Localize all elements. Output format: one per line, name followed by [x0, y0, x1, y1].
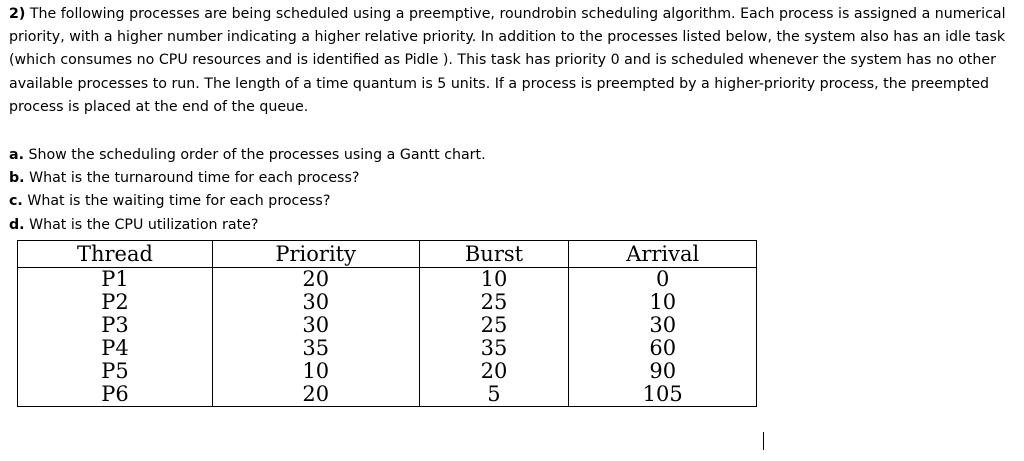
- question-item: [9, 190, 486, 213]
- cell-priority: 35: [212, 337, 419, 360]
- cell-thread: P5: [18, 360, 213, 383]
- cell-arrival: 10: [569, 291, 757, 314]
- question-letter: d.: [9, 216, 25, 233]
- cell-thread: P4: [18, 337, 213, 360]
- question-text: Show the scheduling order of the processes using a Gantt chart.: [28, 147, 486, 163]
- question-text: What is the CPU utilization rate?: [29, 216, 259, 233]
- header-arrival: Arrival: [569, 241, 757, 268]
- cell-priority: 20: [212, 383, 419, 407]
- table-row: [18, 268, 757, 292]
- question-letter: b.: [9, 170, 25, 187]
- cell-priority: 20: [212, 268, 419, 292]
- cell-burst: 10: [419, 268, 569, 292]
- problem-paragraph: [9, 3, 1021, 119]
- cell-burst: 20: [419, 360, 569, 383]
- cell-thread: P6: [18, 383, 213, 407]
- cell-priority: 30: [212, 291, 419, 314]
- cell-burst: 5: [419, 383, 569, 407]
- text-cursor: [763, 432, 764, 450]
- header-thread: Thread: [18, 241, 213, 268]
- header-priority: Priority: [212, 241, 419, 268]
- cell-arrival: 90: [569, 360, 757, 383]
- question-item: [9, 214, 486, 237]
- question-letter: a.: [9, 147, 24, 163]
- question-text: What is the turnaround time for each process?: [29, 170, 360, 187]
- cell-thread: P3: [18, 314, 213, 337]
- process-table: [17, 240, 757, 407]
- table-row: [18, 337, 757, 360]
- cell-burst: 25: [419, 291, 569, 314]
- cell-arrival: 30: [569, 314, 757, 337]
- problem-text: The following processes are being scheduled using a preemptive, roundrobin scheduling algorithm. Each process is assigned a numerical priority, with a higher number indicating a higher relative priority. In addition to the processes listed below, the system also has an idle task (which consumes no CPU resources and is identified as Pidle ). This task has priority 0 and is scheduled whenever the system has no other available processes to run. The length of a time quantum is 5 units. If a process is preempted by a higher-priority process, the preempted process is placed at the end of the queue.: [9, 6, 1006, 115]
- table-header-row: [18, 241, 757, 268]
- cell-burst: 35: [419, 337, 569, 360]
- question-letter: c.: [9, 193, 23, 210]
- cell-priority: 30: [212, 314, 419, 337]
- question-text: What is the waiting time for each process?: [27, 193, 331, 210]
- cell-priority: 10: [212, 360, 419, 383]
- cell-thread: P1: [18, 268, 213, 292]
- cell-arrival: 60: [569, 337, 757, 360]
- question-list: [9, 144, 486, 237]
- cell-burst: 25: [419, 314, 569, 337]
- table-row: [18, 291, 757, 314]
- cell-thread: P2: [18, 291, 213, 314]
- question-item: [9, 144, 486, 167]
- table-row: [18, 314, 757, 337]
- header-burst: Burst: [419, 241, 569, 268]
- question-item: [9, 167, 486, 190]
- table-row: [18, 383, 757, 407]
- cell-arrival: 0: [569, 268, 757, 292]
- table-row: [18, 360, 757, 383]
- cell-arrival: 105: [569, 383, 757, 407]
- problem-number: 2): [9, 6, 26, 22]
- problem-statement: [9, 3, 1021, 119]
